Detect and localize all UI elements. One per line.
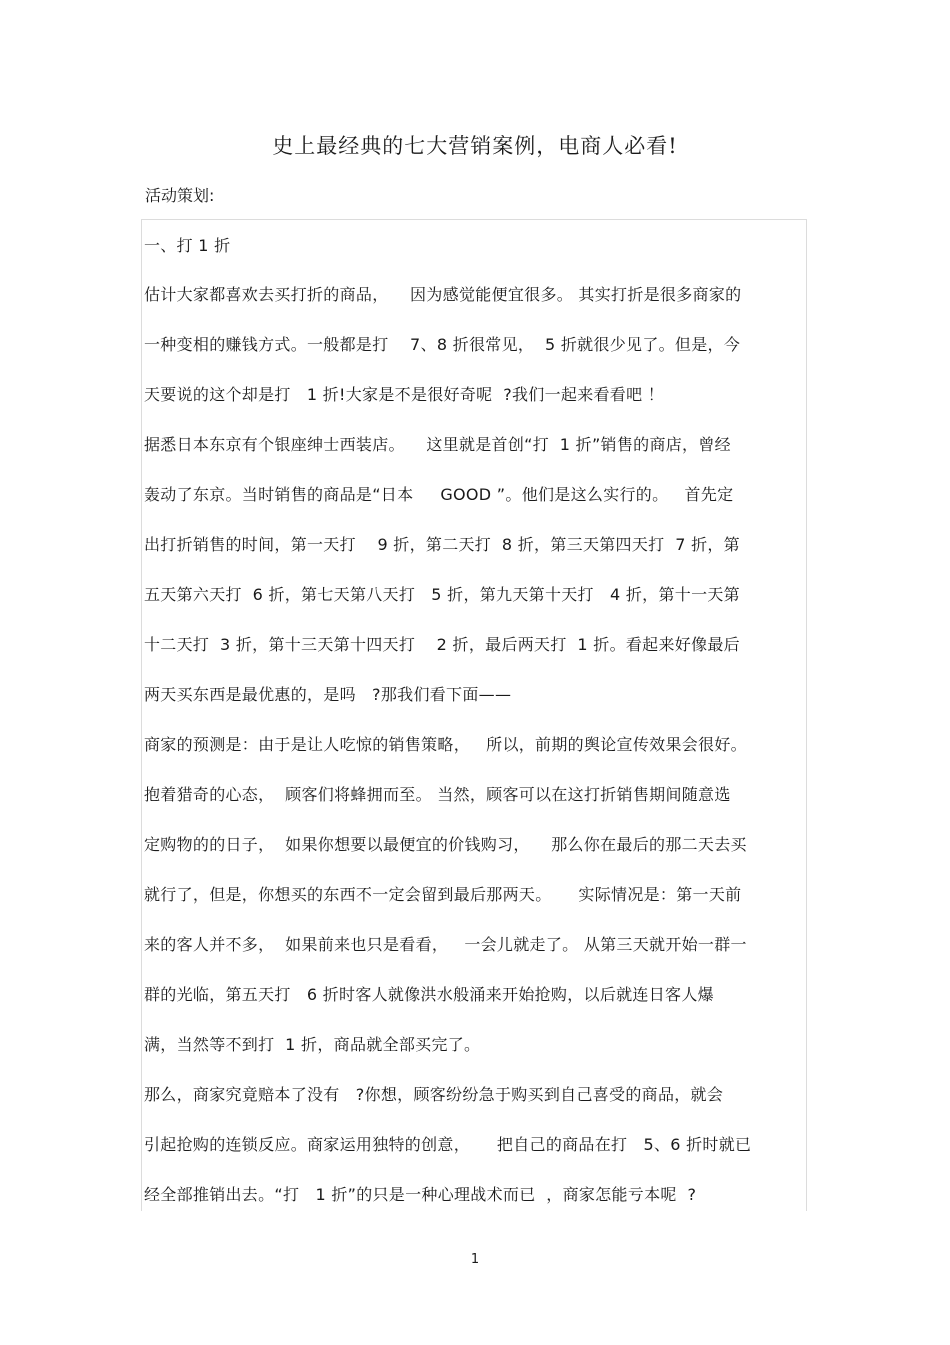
body-line: 经全部推销出去。“打 1 折”的只是一种心理战术而已 ，商家怎能亏本呢 ? bbox=[144, 1185, 697, 1204]
body-line: 出打折销售的时间，第一天打 9 折，第二天打 8 折，第三天第四天打 7 折，第 bbox=[144, 535, 740, 554]
body-line: 群的光临，第五天打 6 折时客人就像洪水般涌来开始抢购，以后就连日客人爆 bbox=[144, 985, 714, 1004]
page-number: 1 bbox=[470, 1252, 480, 1267]
document-title: 史上最经典的七大营销案例，电商人必看! bbox=[272, 134, 678, 158]
body-line: 来的客人并不多， 如果前来也只是看看， 一会儿就走了。 从第三天就开始一群一 bbox=[144, 935, 747, 954]
body-line: 满，当然等不到打 1 折，商品就全部买完了。 bbox=[144, 1035, 481, 1054]
section-label: 活动策划: bbox=[145, 186, 215, 205]
section-heading: 一、打 1 折 bbox=[144, 236, 231, 255]
body-line: 一种变相的赚钱方式。一般都是打 7、8 折很常见， 5 折就很少见了。但是，今 bbox=[144, 335, 741, 354]
body-line: 估计大家都喜欢去买打折的商品， 因为感觉能便宜很多。 其实打折是很多商家的 bbox=[144, 285, 742, 304]
body-line: 就行了，但是，你想买的东西不一定会留到最后那两天。 实际情况是：第一天前 bbox=[144, 885, 742, 904]
body-line: 轰动了东京。当时销售的商品是“日本 GOOD ”。他们是这么实行的。 首先定 bbox=[144, 485, 734, 504]
body-line: 据悉日本东京有个银座绅士西装店。 这里就是首创“打 1 折”销售的商店，曾经 bbox=[144, 435, 731, 454]
body-line: 两天买东西是最优惠的，是吗 ?那我们看下面—— bbox=[144, 685, 512, 704]
body-line: 商家的预测是：由于是让人吃惊的销售策略， 所以，前期的舆论宣传效果会很好。 bbox=[144, 735, 747, 754]
body-line: 抱着猎奇的心态， 顾客们将蜂拥而至。 当然，顾客可以在这打折销售期间随意选 bbox=[144, 785, 731, 804]
body-line: 引起抢购的连锁反应。商家运用独特的创意， 把自己的商品在打 5、6 折时就已 bbox=[144, 1135, 752, 1154]
body-line: 那么，商家究竟赔本了没有 ?你想，顾客纷纷急于购买到自己喜受的商品，就会 bbox=[144, 1085, 724, 1104]
body-line: 天要说的这个却是打 1 折!大家是不是很好奇呢 ?我们一起来看看吧 ！ bbox=[144, 385, 665, 404]
content-frame bbox=[141, 219, 807, 1211]
body-line: 定购物的的日子， 如果你想要以最便宜的价钱购习， 那么你在最后的那二天去买 bbox=[144, 835, 747, 854]
body-line: 五天第六天打 6 折，第七天第八天打 5 折，第九天第十天打 4 折，第十一天第 bbox=[144, 585, 740, 604]
body-line: 十二天打 3 折，第十三天第十四天打 2 折，最后两天打 1 折。看起来好像最后 bbox=[144, 635, 740, 654]
